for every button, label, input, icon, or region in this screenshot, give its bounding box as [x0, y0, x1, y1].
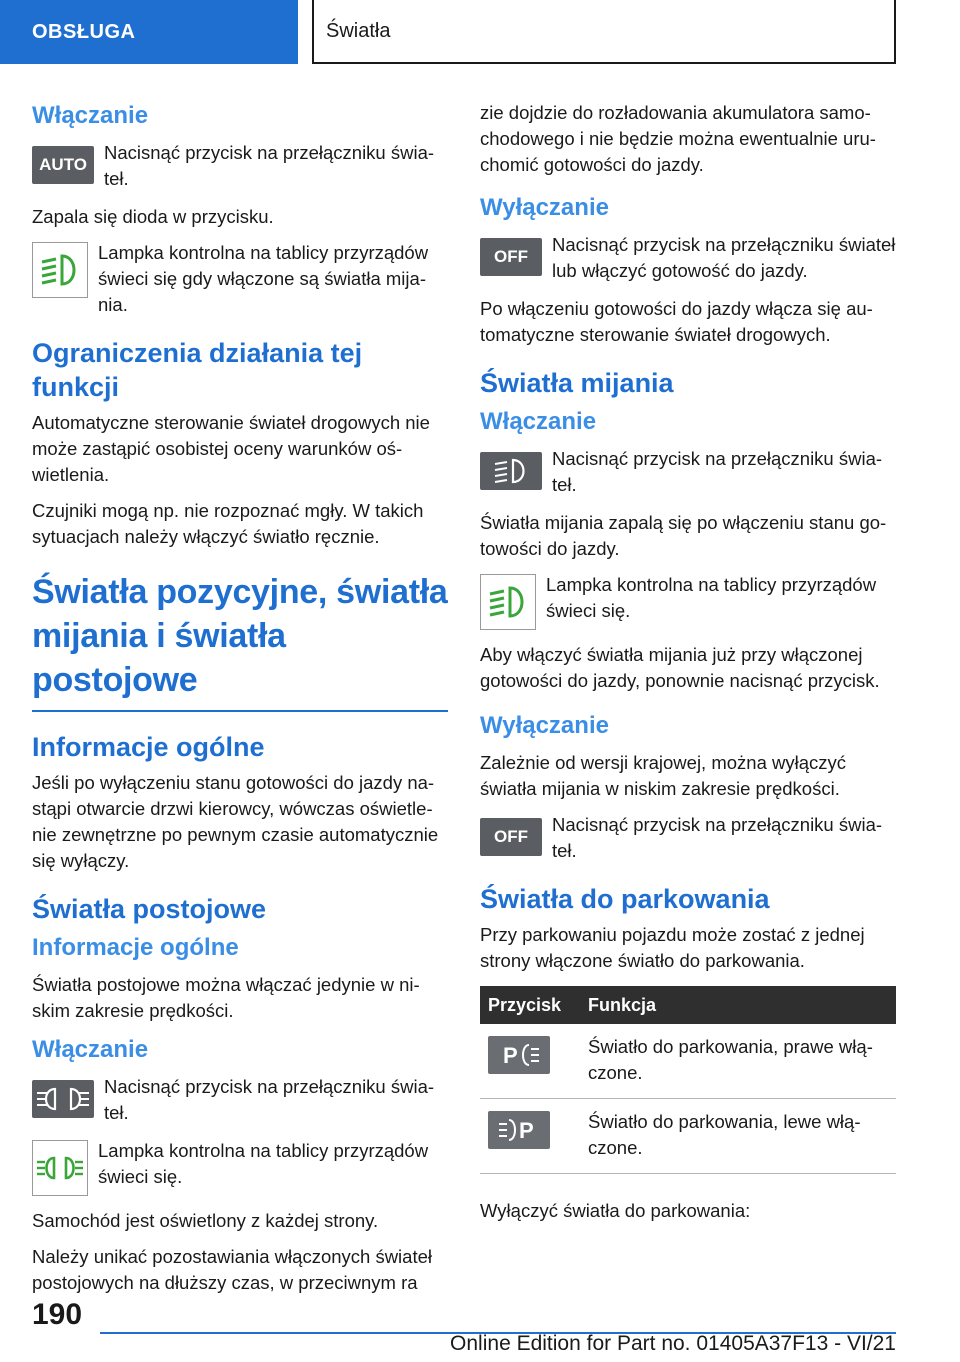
low-note: Światła mijania zapalą się po włączeniu stanu gotowości do jazdy.	[480, 512, 887, 559]
section-tab: OBSŁUGA	[0, 0, 298, 64]
parking-light-left-icon	[488, 1111, 550, 1149]
auto-button-icon: AUTO	[32, 146, 94, 184]
parking-light-button-icon	[32, 1080, 94, 1118]
chapter-heading: Światła pozycyjne, światła mijania i światła postojowe	[32, 570, 448, 712]
low-beam-heading: Światła mijania	[480, 368, 674, 398]
parking-table	[480, 986, 896, 1174]
table-row	[480, 1024, 896, 1099]
off-heading: Wyłączanie	[480, 194, 609, 221]
left-column	[32, 100, 448, 1306]
low-beam-indicator-icon	[480, 574, 536, 630]
off-button-row	[480, 232, 896, 284]
parking-p2: Należy unikać pozostawiania włączonych świateł postojowych na dłuższy czas, w przeciwnym ra	[32, 1246, 432, 1293]
table-row	[480, 1099, 896, 1174]
right-column	[480, 100, 896, 1234]
auto-button-row	[32, 140, 448, 192]
table-cell-function: Światło do parkowania, prawe włączone.	[580, 1024, 896, 1099]
auto-lamp-text: Lampka kontrolna na tablicy przyrządów świeci się gdy włączone są światła mijania.	[98, 242, 429, 315]
parking-light-right-icon	[488, 1036, 550, 1074]
low-p2: Aby włączyć światła mijania już przy włączonej gotowości do jazdy, ponownie nacisnąć przycisk.	[480, 644, 880, 691]
auto-text: Nacisnąć przycisk na przełączniku świateł.	[104, 142, 435, 189]
svg-text:P: P	[503, 1043, 518, 1068]
parking-info-text: Światła postojowe można włączać jedynie w niskim zakresie prędkości.	[32, 974, 420, 1021]
low-on-text: Nacisnąć przycisk na przełączniku świateł.	[552, 448, 883, 495]
parking-heading: Światła postojowe	[32, 894, 267, 924]
park-heading: Światła do parkowania	[480, 884, 770, 914]
topic-title: Światła	[312, 0, 896, 64]
table-header-function: Funkcja	[580, 986, 896, 1024]
edition-footer: Online Edition for Part no. 01405A37F13 - VI/21	[450, 1332, 896, 1355]
off-note: Po włączeniu gotowości do jazdy włącza się automatyczne sterowanie świateł drogowych.	[480, 298, 873, 345]
limits-p2: Czujniki mogą np. nie rozpoznać mgły. W takich sytuacjach należy włączyć światło ręcznie.	[32, 500, 424, 547]
general-heading: Informacje ogólne	[32, 732, 265, 762]
off-text: Nacisnąć przycisk na przełączniku świateł lub włączyć gotowość do jazdy.	[552, 234, 896, 281]
park-text: Przy parkowaniu pojazdu może zostać z jednej strony włączone światło do parkowania.	[480, 924, 865, 971]
parking-light-indicator-icon	[32, 1140, 88, 1196]
low-lamp-row	[480, 572, 896, 630]
table-cell-function: Światło do parkowania, lewe włączone.	[580, 1099, 896, 1174]
general-text: Jeśli po wyłączeniu stanu gotowości do jazdy nastąpi otwarcie drzwi kierowcy, wówczas oświetlenie zewnętrzne po pewnym czasie automatycznie się wyłączy.	[32, 772, 439, 871]
off-button-icon: OFF	[480, 238, 542, 276]
parking-on-text: Nacisnąć przycisk na przełączniku świateł.	[104, 1076, 435, 1123]
parking-on-heading: Włączanie	[32, 1036, 149, 1063]
parking-p1: Samochód jest oświetlony z każdej strony.	[32, 1210, 379, 1231]
parking-lamp-row	[32, 1138, 448, 1196]
table-header-button: Przycisk	[480, 986, 580, 1024]
low-beam-button-icon	[480, 452, 542, 490]
low-on-heading: Włączanie	[480, 408, 597, 435]
low-button-row	[480, 446, 896, 498]
low-off-button-row	[480, 812, 896, 864]
continued-text: zie dojdzie do rozładowania akumulatora samochodowego i nie będzie można ewentualnie uruchomić gotowości do jazdy.	[480, 102, 876, 175]
auto-lamp-row	[32, 240, 448, 318]
parking-lamp-text: Lampka kontrolna na tablicy przyrządów świeci się.	[98, 1140, 429, 1187]
low-beam-indicator-icon	[32, 242, 88, 298]
parking-info-heading: Informacje ogólne	[32, 934, 239, 961]
low-off-text: Zależnie od wersji krajowej, można wyłączyć światła mijania w niskim zakresie prędkości.	[480, 752, 847, 799]
limits-p1: Automatyczne sterowanie świateł drogowych nie może zastąpić osobistej oceny warunków oświetlenia.	[32, 412, 430, 485]
auto-heading: Włączanie	[32, 102, 149, 129]
parking-button-row	[32, 1074, 448, 1126]
low-lamp-text: Lampka kontrolna na tablicy przyrządów świeci się.	[546, 574, 877, 621]
auto-note: Zapala się dioda w przycisku.	[32, 206, 274, 227]
off-button-icon: OFF	[480, 818, 542, 856]
low-off-btn-text: Nacisnąć przycisk na przełączniku świateł.	[552, 814, 883, 861]
low-off-heading: Wyłączanie	[480, 712, 609, 739]
page-number: 190	[32, 1298, 83, 1331]
park-off-text: Wyłączyć światła do parkowania:	[480, 1200, 751, 1221]
svg-text:P: P	[519, 1118, 534, 1143]
limits-heading: Ograniczenia działania tej funkcji	[32, 338, 363, 402]
